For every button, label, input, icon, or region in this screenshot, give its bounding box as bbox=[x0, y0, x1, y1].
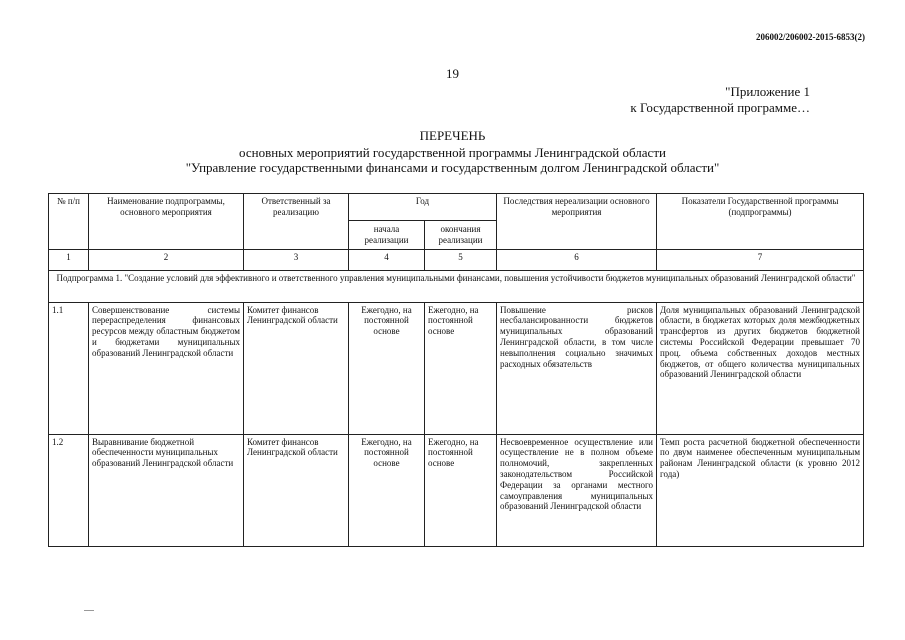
column-number-4: 4 bbox=[349, 250, 425, 271]
document-subtitle: основных мероприятий государственной программы Ленинградской области bbox=[239, 145, 666, 160]
row-num: 1.2 bbox=[49, 434, 89, 546]
column-number-6: 6 bbox=[497, 250, 657, 271]
document-id: 206002/206002-2015-6853(2) bbox=[756, 32, 865, 42]
column-number-2: 2 bbox=[89, 250, 244, 271]
row-indicators: Доля муниципальных образований Ленинградской области, в бюджетах которых доля межбюджетных трансфертов из других бюджетов бюджетной системы Российской Федерации превышает 70 проц. объема собственных доходов местных бюджетов, от общего количества муниципальных образований Ленинградской области bbox=[657, 302, 864, 434]
scan-mark bbox=[84, 610, 94, 611]
row-end: Ежегодно, на постоянной основе bbox=[425, 302, 497, 434]
row-start: Ежегодно, на постоянной основе bbox=[349, 302, 425, 434]
column-number-7: 7 bbox=[657, 250, 864, 271]
header-indicators: Показатели Государственной программы (подпрограммы) bbox=[657, 194, 864, 250]
page-number: 19 bbox=[446, 66, 459, 81]
program-name: "Управление государственными финансами и государственным долгом Ленинградской области" bbox=[185, 160, 720, 175]
row-name: Выравнивание бюджетной обеспеченности муниципальных образований Ленинградской области bbox=[89, 434, 244, 546]
header-responsible: Ответственный за реализацию bbox=[244, 194, 349, 250]
subprogram-title: Подпрограмма 1. "Создание условий для эффективного и ответственного управления муниципальными финансами, повышения устойчивости бюджетов муниципальных образований Ленинградской области" bbox=[49, 270, 864, 302]
row-consequences: Повышение рисков несбалансированности бюджетов муниципальных образований Ленинградской области, в том числе невыполнения социально значимых расходных обязательств bbox=[497, 302, 657, 434]
appendix-line-2: к Государственной программе… bbox=[630, 100, 810, 115]
header-name: Наименование подпрограммы, основного мероприятия bbox=[89, 194, 244, 250]
header-year: Год bbox=[349, 194, 497, 221]
row-indicators: Темп роста расчетной бюджетной обеспеченности по двум наименее обеспеченным муниципальным районам Ленинградской области (к уровню 2012 года) bbox=[657, 434, 864, 546]
appendix-line-1: "Приложение 1 bbox=[725, 84, 810, 99]
row-consequences: Несвоевременное осуществление или осуществление не в полном объеме полномочий, закрепленных законодательством Российской Федерации за органами местного самоуправления муниципальных образований Ленинградской области bbox=[497, 434, 657, 546]
row-num: 1.1 bbox=[49, 302, 89, 434]
row-end: Ежегодно, на постоянной основе bbox=[425, 434, 497, 546]
header-year-start: начала реализации bbox=[349, 221, 425, 250]
row-responsible: Комитет финансов Ленинградской области bbox=[244, 302, 349, 434]
header-num: № п/п bbox=[49, 194, 89, 250]
row-name: Совершенствование системы перераспределения финансовых ресурсов между областным бюджетом и бюджетами муниципальных образований Ленинградской области bbox=[89, 302, 244, 434]
row-responsible: Комитет финансов Ленинградской области bbox=[244, 434, 349, 546]
header-consequences: Последствия нереализации основного мероприятия bbox=[497, 194, 657, 250]
row-start: Ежегодно, на постоянной основе bbox=[349, 434, 425, 546]
column-number-3: 3 bbox=[244, 250, 349, 271]
document-title: ПЕРЕЧЕНЬ bbox=[419, 128, 486, 143]
column-number-5: 5 bbox=[425, 250, 497, 271]
table-row bbox=[49, 302, 864, 434]
column-number-1: 1 bbox=[49, 250, 89, 271]
measures-table bbox=[48, 193, 864, 547]
table-row bbox=[49, 434, 864, 546]
header-year-end: окончания реализации bbox=[425, 221, 497, 250]
